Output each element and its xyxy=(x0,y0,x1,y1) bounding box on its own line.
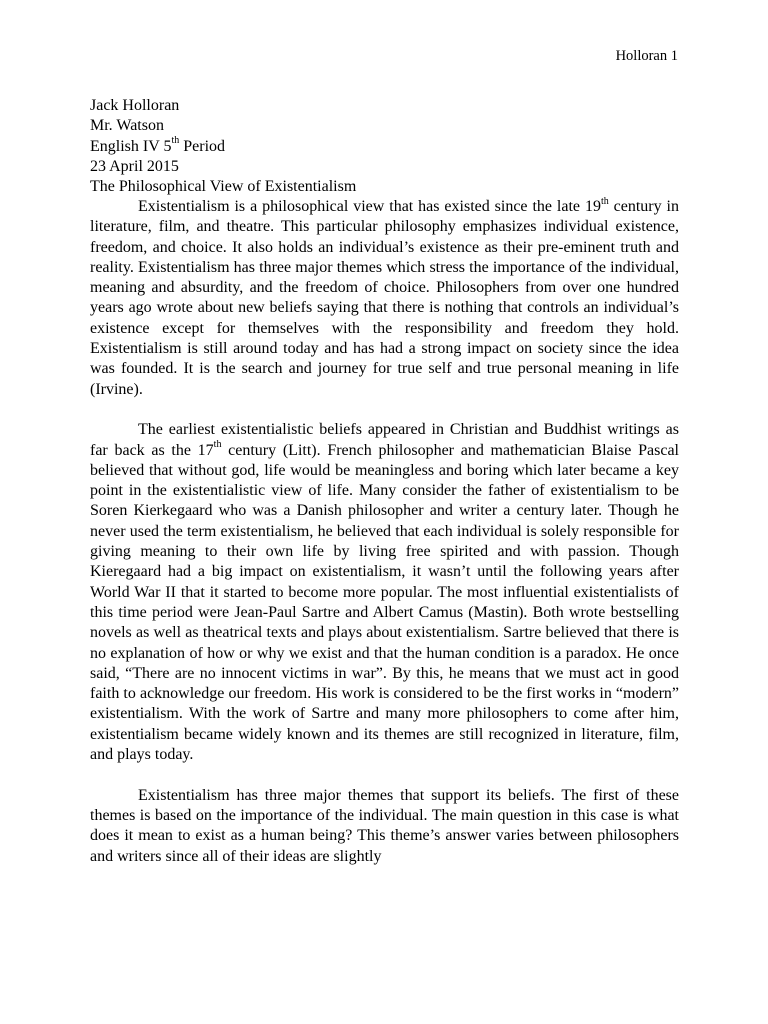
date-line: 23 April 2015 xyxy=(90,157,179,175)
paragraph-3 xyxy=(90,786,679,867)
paragraph-1-superscript: th xyxy=(600,195,609,207)
paragraph-2-text-b: century (Litt). French philosopher and mathematician Blaise Pascal believed that without god, life would be meaningless and boring which later became a key point in the existentialistic view of life. Many consider the father of existentialism to be Soren Kierkegaard who was a Danish philosopher and writer a century later. Though he never used the term existentialism, he believed that each individual is solely responsible for giving meaning to their own life by living free spirited and with passion. Though Kieregaard had a big impact on existentialism, it wasn’t until the following years after World War II that it started to become more popular. The most influential existentialists of this time period were Jean-Paul Sartre and Albert Camus (Mastin). Both wrote bestselling novels as well as theatrical texts and plays about existentialism. Sartre believed that there is no explanation of how or why we exist and that the human condition is a paradox. He once said, “There are no innocent victims in war”. By this, he means that we must act in good faith to acknowledge our freedom. His work is considered to be the first works in “modern” existentialism. With the work of Sartre and many more philosophers to come after him, existentialism became widely known and its themes are still recognized in literature, film, and plays today. xyxy=(90,441,679,764)
course-superscript: th xyxy=(171,135,180,147)
paragraph-gap xyxy=(90,765,679,785)
paragraph-1 xyxy=(90,197,679,400)
paragraph-1-text-b: century in literature, film, and theatre. This particular philosophy emphasizes individual existence, freedom, and choice. It also holds an individual’s existence as their pre-eminent truth and reality. Existentialism has three major themes which stress the importance of the individual, meaning and absurdity, and the freedom of choice. Philosophers from over one hundred years ago wrote about new beliefs saying that there is nothing that controls an individual’s existence except for themselves with the responsibility and freedom they hold. Existentialism is still around today and has had a strong impact on society since the idea was founded. It is the search and journey for true self and true personal meaning in life (Irvine). xyxy=(90,198,680,398)
student-name: Jack Holloran xyxy=(90,97,180,114)
paragraph-2 xyxy=(90,420,679,765)
course-rest: Period xyxy=(179,137,226,155)
essay-body xyxy=(90,197,679,867)
course-line xyxy=(90,137,690,157)
paragraph-gap xyxy=(90,400,679,420)
paragraph-3-text: Existentialism has three major themes that support its beliefs. The first of these themes is based on the importance of the individual. The main question in this case is what does it mean to exist as a human being? This theme’s answer varies between philosophers and writers since all of their ideas are slightly xyxy=(90,786,679,865)
essay-title: The Philosophical View of Existentialism xyxy=(90,178,357,196)
teacher-name: Mr. Watson xyxy=(90,117,164,135)
paragraph-2-superscript: th xyxy=(213,439,222,451)
course-main: English IV 5 xyxy=(90,137,172,155)
mla-heading xyxy=(90,96,690,197)
running-head: Holloran 1 xyxy=(615,48,678,64)
paragraph-2-text-a: The earliest existentialistic beliefs appeared in Christian and Buddhist writings as far back as the 17 xyxy=(90,421,679,459)
paragraph-1-text-a: Existentialism is a philosophical view that has existed since the late 19 xyxy=(138,198,601,215)
